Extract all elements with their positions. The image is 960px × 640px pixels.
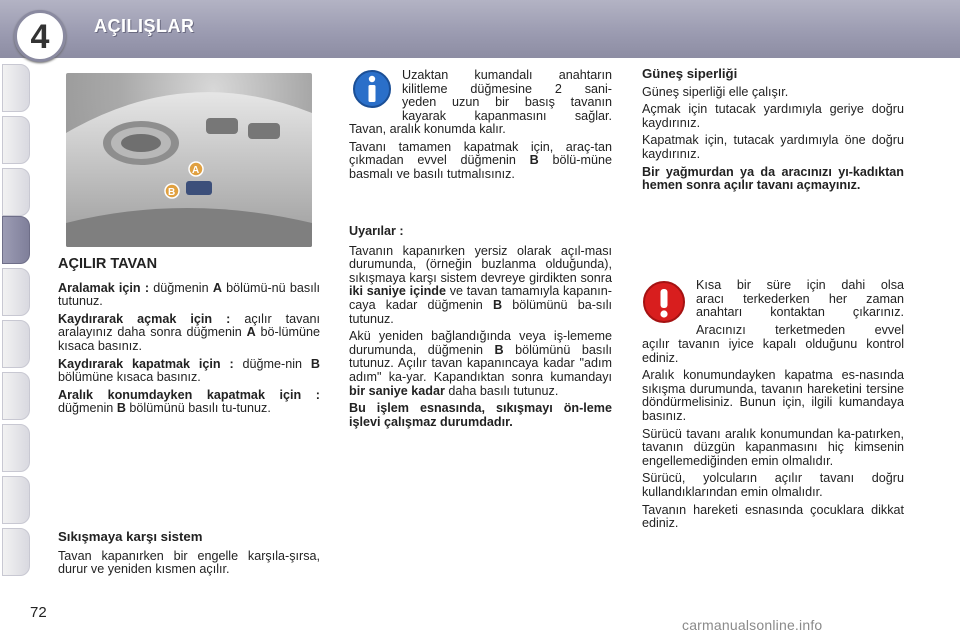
photo-label-b: B bbox=[168, 187, 176, 198]
warning-3: Bu işlem esnasında, sıkışmayı ön-leme işlevi çalışmaz durumdadır. bbox=[349, 401, 612, 429]
sunblind-p2: Açmak için tutacak yardımıyla geriye doğru kaydırınız. bbox=[642, 102, 904, 130]
caution-box-lines: Kısa bir süre için dahi olsa aracı terkederken her zaman anahtarı kontaktan çıkarınız. Aracınızı terketmeden evvel bbox=[696, 278, 904, 337]
chapter-tab[interactable] bbox=[2, 116, 30, 164]
sunblind-title: Güneş siperliği bbox=[642, 66, 738, 81]
section-title: AÇILIR TAVAN bbox=[58, 256, 158, 272]
chapter-tabs bbox=[0, 64, 36, 584]
chapter-tab[interactable] bbox=[2, 320, 30, 368]
chapter-badge bbox=[14, 10, 66, 62]
left-column bbox=[58, 258, 320, 420]
watermark: carmanualsonline.info bbox=[682, 617, 823, 633]
warning-2: Akü yeniden bağlandığında veya iş-lememe durumunda, düğmenin B bölümünü basılı tutunuz. Açılır tavan kapanıncaya kadar "adım adım" ka-yar. Kapandıktan sonra kumandayı bir saniye kadar daha basılı tutunuz. bbox=[349, 329, 612, 398]
caution-p5: Tavanın hareketi esnasında çocuklara dikkat ediniz. bbox=[642, 502, 904, 531]
caution-p2: Aralık konumundayken kapatma es-nasında sıkışma durumunda, tavanın hareketini tersine döndürmelisiniz. Bunun için, ilgili kumandaya basınız. bbox=[642, 368, 904, 423]
antipinch-title: Sıkışmaya karşı sistem bbox=[58, 529, 203, 544]
roof-console-illustration bbox=[66, 73, 312, 247]
paragraph-ajar-close: Aralık konumdayken kapatmak için : düğmenin B bölümünü basılı tu-tunuz. bbox=[58, 387, 320, 416]
chapter-tab[interactable] bbox=[2, 528, 30, 576]
page-number: 72 bbox=[30, 604, 47, 621]
caution-p4: Sürücü, yolcuların açılır tavanı doğru kullandıklarından emin olmalıdır. bbox=[642, 471, 904, 499]
chapter-tab[interactable] bbox=[2, 168, 30, 216]
middle-column bbox=[349, 123, 612, 185]
paragraph-opening: Aralamak için : düğmenin A bölümü-nü basılı tutunuz. bbox=[58, 280, 320, 309]
sunblind-p3: Kapatmak için, tutacak yardımıyla öne doğru kaydırınız. bbox=[642, 133, 904, 161]
chapter-tab-active[interactable] bbox=[2, 216, 30, 264]
chapter-tab[interactable] bbox=[2, 424, 30, 472]
chapter-number: 4 bbox=[30, 18, 50, 56]
sunblind-note: Bir yağmurdan ya da aracınızı yı-kadıktan hemen sonra açılır tavanı açmayınız. bbox=[642, 164, 904, 193]
paragraph-slide-close: Kaydırarak kapatmak için : düğme-nin B bölümüne kısaca basınız. bbox=[58, 356, 320, 385]
paragraph-slide-open: Kaydırarak açmak için : açılır tavanı aralayınız daha sonra düğmenin A bö-lümüne kısaca basınız. bbox=[58, 311, 320, 353]
info-box-lines: Uzaktan kumandalı anahtarın kilitleme düğmesine 2 sani- yeden uzun bir basış tavanın kayarak kapanmasını sağlar. bbox=[402, 68, 612, 123]
page-title: AÇILIŞLAR bbox=[94, 16, 195, 36]
info-icon bbox=[352, 67, 392, 111]
photo-label-a: A bbox=[192, 165, 200, 176]
warning-icon bbox=[642, 280, 686, 324]
chapter-tab[interactable] bbox=[2, 268, 30, 316]
warnings-title: Uyarılar : bbox=[349, 224, 404, 238]
antipinch-block bbox=[58, 530, 320, 581]
sunblind-p1: Güneş siperliği elle çalışır. bbox=[642, 84, 789, 99]
info-tail: Tavan, aralık konumda kalır. bbox=[349, 122, 506, 136]
caution-p3: Sürücü tavanı aralık konumundan ka-patırken, tavanın düzgün kapanmasını hiç kimsenin engellemediğinden emin olmalıdır. bbox=[642, 426, 904, 468]
caution-column bbox=[642, 338, 904, 535]
paragraph-full-close: Tavanı tamamen kapatmak için, araç-tan çıkmadan evvel düğmenin B bölü-müne basmalı ve basılı tutmalısınız. bbox=[349, 139, 612, 181]
warning-1: Tavanın kapanırken yersiz olarak açıl-ması durumunda, (örneğin buzlanma olduğunda), sıkışmaya karşı sistem devreye girdikten sonra iki saniye içinde ve tavan tamamıyla kapanın-caya kadar düğmenin B bölümünü ba-sılı tutunuz. bbox=[349, 243, 612, 326]
antipinch-text: Tavan kapanırken bir engelle karşıla-şırsa, durur ve yeniden kısmen açılır. bbox=[58, 548, 320, 577]
right-column bbox=[642, 67, 904, 197]
chapter-tab[interactable] bbox=[2, 476, 30, 524]
caution-tail: açılır tavanın iyice kapalı olduğunu kontrol ediniz. bbox=[642, 337, 904, 365]
roof-console-photo bbox=[66, 73, 312, 247]
chapter-tab[interactable] bbox=[2, 372, 30, 420]
warnings-block bbox=[349, 225, 612, 433]
chapter-tab[interactable] bbox=[2, 64, 30, 112]
